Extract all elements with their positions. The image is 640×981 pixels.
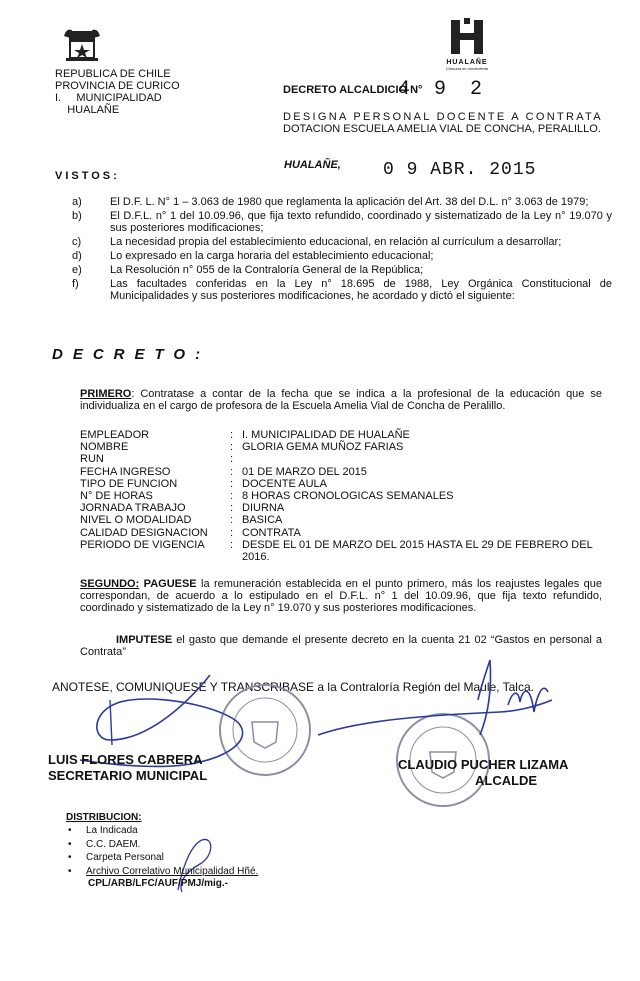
list-item: • Archivo Correlativo Municipalidad Hñé.	[66, 865, 258, 879]
field-value: CONTRATA	[242, 526, 301, 539]
item-letter: d)	[72, 250, 82, 262]
field-colon: :	[230, 538, 234, 551]
imputese-bold: IMPUTESE	[116, 634, 173, 646]
item-letter: a)	[72, 196, 82, 208]
field-label: CALIDAD DESIGNACION	[80, 526, 208, 539]
segundo-text: la remuneración establecida en el punto primero, más los reajustes legales que correspondan, de acuerdo a lo estipulado en el D.F.L. n° 1 del 10.09.96, que fija texto refundido, coordinado y sistematizado de la Ley n° 19.070 y sus posteriores modificaciones.	[80, 578, 603, 614]
field-value: DESDE EL 01 DE MARZO DEL 2015 HASTA EL 29 DE FEBRERO DEL 2016.	[242, 538, 593, 563]
field-value: 01 DE MARZO DEL 2015	[242, 465, 367, 478]
field-label: FECHA INGRESO	[80, 465, 171, 478]
field-value: BASICA	[242, 514, 283, 527]
distribucion-label: DISTRIBUCION:	[66, 812, 142, 823]
item-text: El D.F.L. n° 1 del 10.09.96, que fija texto refundido, coordinado y sistematizado de la Ley n° 19.070 y sus posteriores modificaciones;	[110, 210, 612, 234]
issuer-line: I. MUNICIPALIDAD	[55, 92, 162, 104]
field-label: JORNADA TRABAJO	[80, 502, 186, 515]
item-letter: f)	[72, 278, 79, 290]
subject-line: DESIGNA PERSONAL DOCENTE A CONTRATA	[283, 111, 603, 123]
distribucion-list	[66, 824, 258, 878]
list-item: • C.C. DAEM.	[66, 838, 258, 852]
logo-tagline: Comuna en movimiento	[445, 66, 489, 71]
stamp-secretario-icon	[220, 685, 310, 775]
subject-line: DOTACION ESCUELA AMELIA VIAL DE CONCHA, PERALILLO.	[283, 123, 601, 135]
field-colon: :	[230, 429, 234, 441]
logo-word: HUALAÑE	[446, 59, 488, 66]
imputese-text: el gasto que demande el presente decreto en la cuenta 21 02 “Gastos en personal a Contrata”	[80, 634, 602, 658]
item-text: La Resolución n° 055 de la Contraloría General de la República;	[110, 264, 424, 276]
list-item: • Carpeta Personal	[66, 851, 258, 865]
date-stamp: 0 9 ABR. 2015	[383, 160, 537, 180]
field-value: GLORIA GEMA MUÑOZ FARIAS	[242, 441, 404, 454]
segundo-bold: PAGUESE	[143, 578, 197, 590]
issuer-line: HUALAÑE	[55, 104, 120, 116]
field-colon: :	[230, 453, 234, 466]
signature-alcalde-icon	[318, 660, 552, 735]
field-colon: :	[230, 465, 234, 478]
primero-label: PRIMERO	[80, 388, 132, 400]
item-text: La necesidad propia del establecimiento educacional, en relación al currículum a desarrollar;	[110, 236, 562, 248]
item-letter: e)	[72, 264, 82, 276]
field-label: EMPLEADOR	[80, 429, 150, 441]
vistos-label: VISTOS:	[55, 170, 120, 182]
signature-block-alcalde	[398, 757, 568, 789]
item-letter: b)	[72, 210, 82, 222]
field-value: DIURNA	[242, 502, 285, 515]
decreto-number: 4 9 2	[398, 78, 489, 101]
field-colon: :	[230, 489, 234, 502]
signer-name: LUIS FLORES CABRERA	[48, 752, 203, 767]
field-label: N° DE HORAS	[80, 489, 153, 502]
decreto-label: DECRETO ALCALDICIO N°	[283, 84, 423, 96]
field-colon: :	[230, 477, 234, 490]
anotese-line: ANOTESE, COMUNIQUESE Y TRANSCRIBASE a la Contraloría Región del Maule, Talca.	[52, 680, 534, 694]
field-colon: :	[230, 441, 234, 454]
item-letter: c)	[72, 236, 82, 248]
signer-title: ALCALDE	[475, 773, 538, 788]
field-value: 8 HORAS CRONOLOGICAS SEMANALES	[242, 489, 454, 502]
issuer-line: PROVINCIA DE CURICO	[55, 80, 180, 92]
segundo-label: SEGUNDO:	[80, 578, 140, 590]
field-label: RUN	[80, 453, 104, 466]
field-label: TIPO DE FUNCION	[80, 477, 178, 490]
place-label: HUALAÑE,	[284, 159, 341, 171]
field-value: DOCENTE AULA	[242, 477, 327, 490]
issuer-line: REPUBLICA DE CHILE	[55, 68, 171, 80]
field-colon: :	[230, 502, 234, 515]
list-item: • La Indicada	[66, 824, 258, 838]
item-text: El D.F. L. N° 1 – 3.063 de 1980 que reglamenta la aplicación del Art. 38 del D.L. n° 3.063 de 1979;	[110, 196, 589, 208]
signer-title: SECRETARIO MUNICIPAL	[48, 768, 208, 783]
item-text: Lo expresado en la carga horaria del establecimiento educacional;	[110, 250, 434, 262]
signature-block-secretario	[48, 752, 207, 784]
field-label: NIVEL O MODALIDAD	[80, 514, 192, 527]
field-colon: :	[230, 514, 234, 527]
field-colon: :	[230, 526, 234, 539]
field-value: I. MUNICIPALIDAD DE HUALAÑE	[242, 429, 410, 441]
field-label: PERIODO DE VIGENCIA	[80, 538, 205, 551]
item-text: Las facultades conferidas en la Ley n° 18.695 de 1988, Ley Orgánica Constitucional de Municipalidades y sus posteriores modificaciones, he acordado y dictó el siguiente:	[110, 278, 612, 302]
signer-name: CLAUDIO PUCHER LIZAMA	[398, 757, 569, 772]
primero-text: : Contratase a contar de la fecha que se indica a la profesional de la educación que se individualiza en el cargo de profesora de la Escuela Amelia Vial de Concha de Peralillo.	[80, 388, 602, 412]
decreto-title: DECRETO:	[52, 346, 211, 363]
reference-initials: CPL/ARB/LFC/AUF/PMJ/mig.-	[88, 878, 228, 889]
field-label: NOMBRE	[80, 441, 129, 454]
